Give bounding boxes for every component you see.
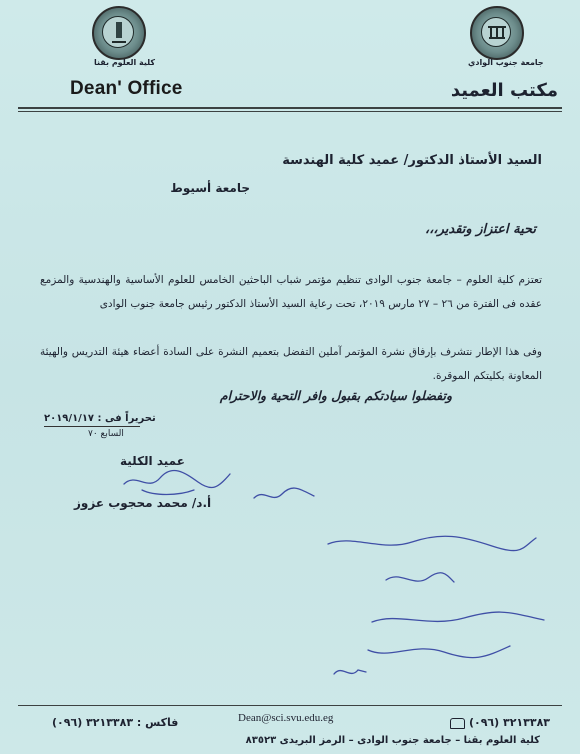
signatory-name: أ.د/ محمد محجوب عزوز [74, 496, 212, 510]
header-divider [18, 107, 562, 109]
temple-icon [472, 8, 522, 58]
handwritten-note-1 [322, 528, 542, 558]
handwritten-note-3 [368, 606, 548, 634]
date-line: تحريراً فى : ٢٠١٩/١/١٧ [44, 413, 156, 424]
reference-number: السابع ٧٠ [88, 429, 124, 439]
marginal-signature [250, 482, 320, 508]
phone-icon [450, 718, 465, 729]
right-logo-caption: جامعة جنوب الوادي [468, 58, 544, 67]
handwritten-note-4 [364, 636, 514, 664]
footer-phone: (٠٩٦) ٣٢١٣٣٨٣ [468, 716, 550, 729]
body-paragraph-2: وفى هذا الإطار نتشرف بإرفاق نشرة المؤتمر آملين التفضل بتعميم النشرة على السادة أعضاء هيئة التدريس والهيئة المعاونة بكليتكم الموقرة. [40, 346, 542, 382]
footer-email: Dean@sci.svu.edu.eg [238, 712, 334, 724]
university-seal-logo [470, 6, 524, 60]
closing-line: وتفضلوا سيادتكم بقبول وافر التحية والاحترام [219, 388, 452, 403]
faculty-seal-logo [92, 6, 146, 60]
addressee-institution: جامعة أسيوط [170, 181, 250, 195]
footer-divider [18, 705, 562, 706]
footer-address: كلية العلوم بقنا – جامعة جنوب الوادى – الرمز البريدى ٨٣٥٢٣ [245, 735, 540, 746]
header-divider-thin [18, 111, 562, 112]
microscope-icon [94, 8, 144, 58]
footer-fax: فاكس : ٣٢١٣٣٨٣ (٠٩٦) [52, 716, 179, 729]
handwritten-initials [330, 660, 370, 682]
dean-office-label-ar: مكتب العميد [450, 80, 558, 101]
dean-office-label: Dean' Office [70, 78, 183, 99]
left-logo-caption: كلية العلوم بقنا [94, 58, 156, 67]
body-paragraph-1: تعتزم كلية العلوم – جامعة جنوب الوادى تنظيم مؤتمر شباب الباحثين الخامس للعلوم الأساسية والهندسية والمزمع عقده فى الفترة من ٢٦ – ٢٧ مارس ٢٠١٩، تحت رعاية السيد الأستاذ الدكتور رئيس جامعة جنوب الوادى [40, 274, 542, 310]
handwritten-note-2 [380, 566, 460, 592]
signatory-title: عميد الكلية [120, 454, 185, 468]
greeting: تحية اعتزاز وتقدير،،، [425, 222, 536, 237]
addressee-line: السيد الأستاذ الدكتور/ عميد كلية الهندسة [282, 153, 542, 168]
date-underline [44, 426, 140, 427]
footer-phone-row [450, 716, 550, 729]
